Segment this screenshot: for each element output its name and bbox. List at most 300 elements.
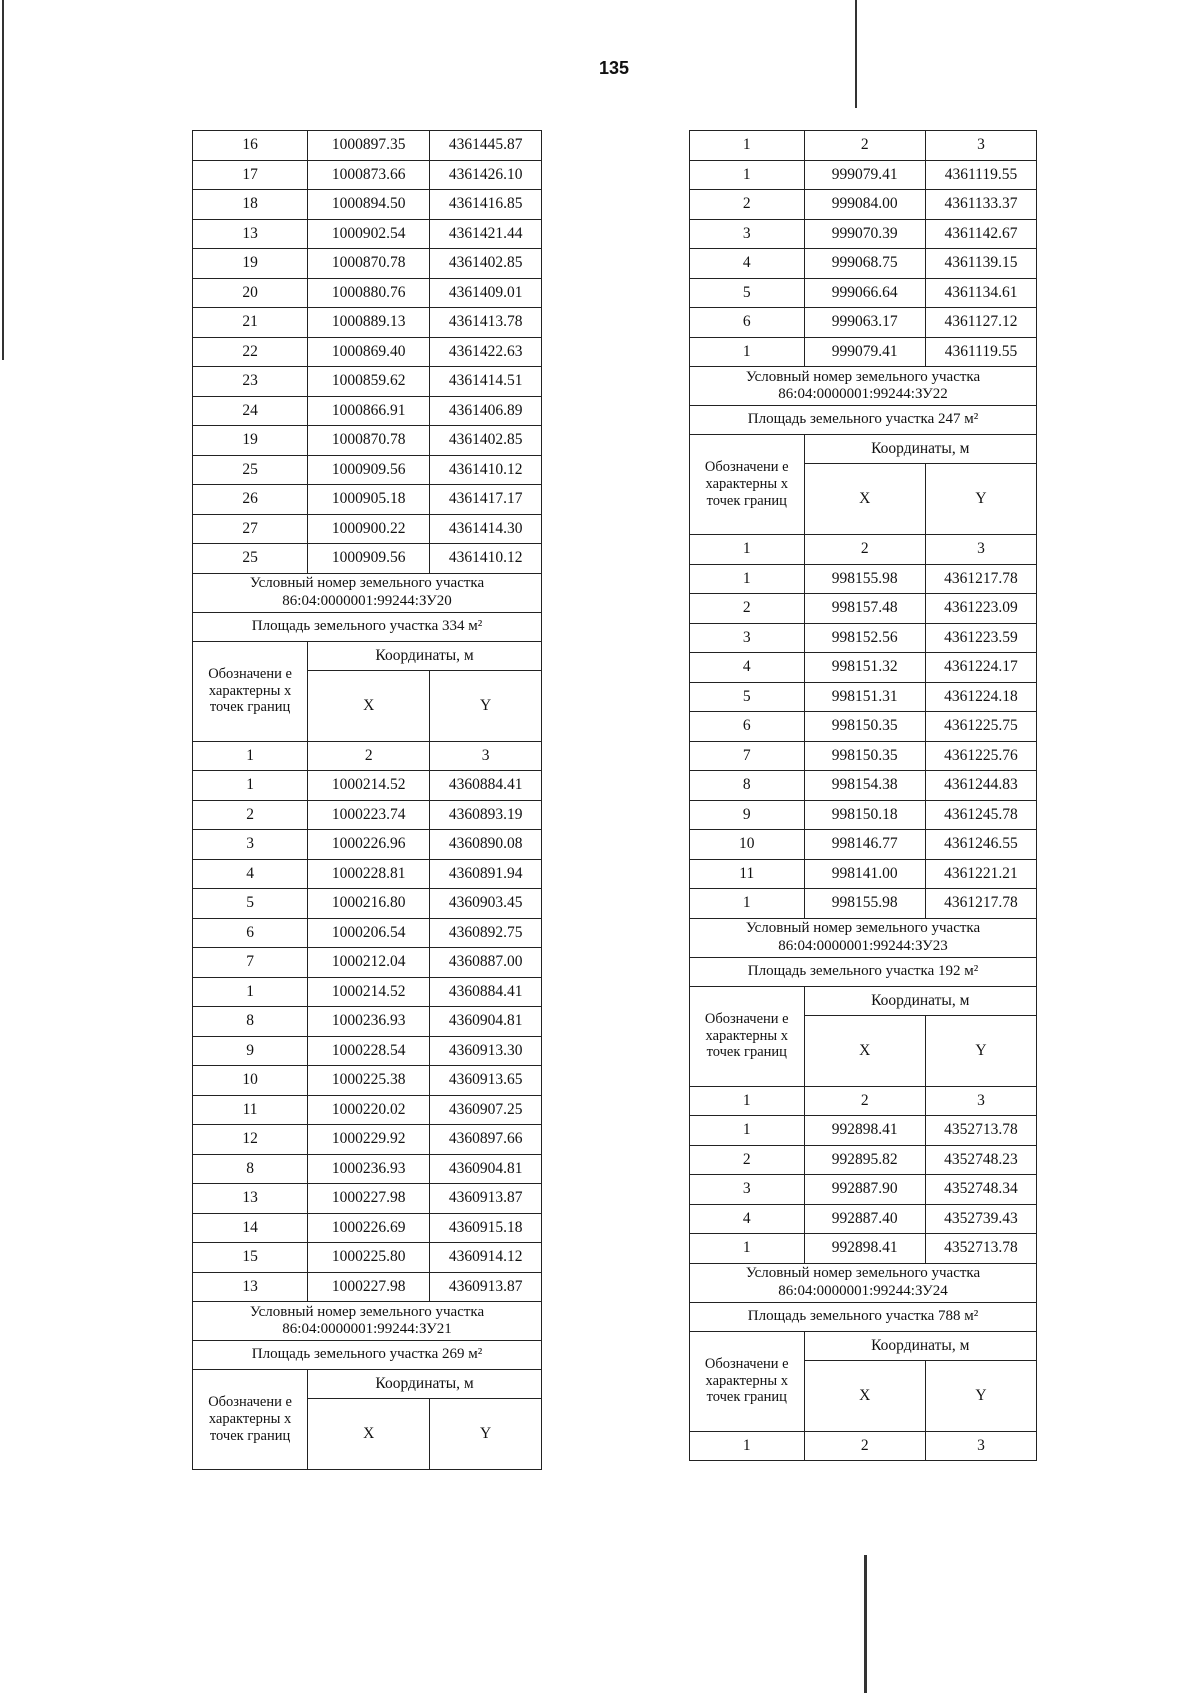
table-row xyxy=(690,1175,1037,1205)
y-coordinate-cell: 4361422.63 xyxy=(430,337,542,367)
parcel-number-row xyxy=(690,918,1037,957)
page-number: 135 xyxy=(598,58,630,78)
table-row xyxy=(690,830,1037,860)
scan-artifact xyxy=(855,0,857,108)
point-number-cell: 1 xyxy=(690,889,805,919)
point-number-cell: 11 xyxy=(690,859,805,889)
y-header: Y xyxy=(430,1399,542,1470)
y-coordinate-cell: 4360903.45 xyxy=(430,889,542,919)
x-coordinate-cell: 992898.41 xyxy=(804,1234,925,1264)
table-row xyxy=(193,278,542,308)
table-row xyxy=(690,190,1037,220)
x-coordinate-cell: 2 xyxy=(804,1431,925,1461)
y-coordinate-cell: 4361134.61 xyxy=(925,278,1036,308)
y-coordinate-cell: 4360907.25 xyxy=(430,1095,542,1125)
x-coordinate-cell: 1000859.62 xyxy=(308,367,430,397)
x-coordinate-cell: 1000228.54 xyxy=(308,1036,430,1066)
scan-artifact xyxy=(864,1555,867,1693)
y-coordinate-cell: 4361223.59 xyxy=(925,623,1036,653)
point-number-cell: 2 xyxy=(690,1145,805,1175)
x-coordinate-cell: 998155.98 xyxy=(804,889,925,919)
y-coordinate-cell: 4361245.78 xyxy=(925,800,1036,830)
table-row xyxy=(193,1007,542,1037)
point-number-cell: 13 xyxy=(193,1272,308,1302)
parcel-area-row xyxy=(690,1302,1037,1331)
point-number-cell: 15 xyxy=(193,1243,308,1273)
point-number-cell: 24 xyxy=(193,396,308,426)
y-coordinate-cell: 4361421.44 xyxy=(430,219,542,249)
point-number-cell: 3 xyxy=(193,830,308,860)
x-coordinate-cell: 2 xyxy=(804,1086,925,1116)
point-number-cell: 13 xyxy=(193,1184,308,1214)
point-number-cell: 9 xyxy=(690,800,805,830)
x-coordinate-cell: 1000236.93 xyxy=(308,1007,430,1037)
point-number-cell: 11 xyxy=(193,1095,308,1125)
parcel-number-code: 86:04:0000001:99244:ЗУ23 xyxy=(778,937,948,954)
point-number-cell: 22 xyxy=(193,337,308,367)
x-coordinate-cell: 1000212.04 xyxy=(308,948,430,978)
coords-table xyxy=(192,130,542,1470)
x-coordinate-cell: 998146.77 xyxy=(804,830,925,860)
x-coordinate-cell: 1000866.91 xyxy=(308,396,430,426)
y-coordinate-cell: 4361414.30 xyxy=(430,514,542,544)
parcel-number-row xyxy=(690,367,1037,406)
left-coordinates-table xyxy=(192,130,542,1470)
y-coordinate-cell: 4360884.41 xyxy=(430,977,542,1007)
y-coordinate-cell: 4361221.21 xyxy=(925,859,1036,889)
y-coordinate-cell: 4361414.51 xyxy=(430,367,542,397)
x-coordinate-cell: 992895.82 xyxy=(804,1145,925,1175)
x-coordinate-cell: 1000897.35 xyxy=(308,131,430,161)
designation-header: Обозначени е характерны х точек границ xyxy=(193,1370,308,1470)
point-number-cell: 1 xyxy=(690,564,805,594)
x-coordinate-cell: 998157.48 xyxy=(804,594,925,624)
point-number-cell: 9 xyxy=(193,1036,308,1066)
parcel-area-row xyxy=(690,957,1037,986)
y-coordinate-cell: 3 xyxy=(925,1086,1036,1116)
coords-table xyxy=(689,130,1037,1461)
table-row xyxy=(690,1145,1037,1175)
y-coordinate-cell: 4361119.55 xyxy=(925,160,1036,190)
point-number-cell: 19 xyxy=(193,249,308,279)
point-number-cell: 14 xyxy=(193,1213,308,1243)
y-coordinate-cell: 4352739.43 xyxy=(925,1204,1036,1234)
table-header-row xyxy=(193,1370,542,1399)
parcel-number-code: 86:04:0000001:99244:ЗУ22 xyxy=(778,386,948,402)
y-coordinate-cell: 3 xyxy=(925,131,1036,161)
table-row xyxy=(690,859,1037,889)
x-coordinate-cell: 1000216.80 xyxy=(308,889,430,919)
y-coordinate-cell: 4361410.12 xyxy=(430,544,542,574)
x-coordinate-cell: 999084.00 xyxy=(804,190,925,220)
point-number-cell: 6 xyxy=(690,712,805,742)
point-number-cell: 2 xyxy=(690,594,805,624)
x-header: X xyxy=(804,464,925,535)
x-coordinate-cell: 1000226.96 xyxy=(308,830,430,860)
table-row xyxy=(690,160,1037,190)
table-row xyxy=(690,337,1037,367)
table-row xyxy=(690,1234,1037,1264)
y-coordinate-cell: 4360891.94 xyxy=(430,859,542,889)
y-coordinate-cell: 4361410.12 xyxy=(430,455,542,485)
x-header: X xyxy=(804,1015,925,1086)
x-header: X xyxy=(308,1399,430,1470)
table-row xyxy=(193,1184,542,1214)
y-header: Y xyxy=(925,1015,1036,1086)
point-number-cell: 7 xyxy=(193,948,308,978)
point-number-cell: 25 xyxy=(193,455,308,485)
point-number-cell: 8 xyxy=(193,1007,308,1037)
y-coordinate-cell: 4360913.87 xyxy=(430,1184,542,1214)
table-row xyxy=(193,485,542,515)
table-row xyxy=(690,219,1037,249)
point-number-cell: 4 xyxy=(193,859,308,889)
table-row xyxy=(193,219,542,249)
x-coordinate-cell: 999070.39 xyxy=(804,219,925,249)
y-coordinate-cell: 4361445.87 xyxy=(430,131,542,161)
point-number-cell: 6 xyxy=(193,918,308,948)
y-coordinate-cell: 4361417.17 xyxy=(430,485,542,515)
coordinates-header: Координаты, м xyxy=(308,641,542,670)
table-row xyxy=(193,1036,542,1066)
y-coordinate-cell: 3 xyxy=(925,535,1036,565)
y-coordinate-cell: 4360892.75 xyxy=(430,918,542,948)
y-coordinate-cell: 4360914.12 xyxy=(430,1243,542,1273)
x-coordinate-cell: 1000225.38 xyxy=(308,1066,430,1096)
x-coordinate-cell: 1000227.98 xyxy=(308,1184,430,1214)
y-coordinate-cell: 4361217.78 xyxy=(925,889,1036,919)
y-coordinate-cell: 4360884.41 xyxy=(430,771,542,801)
point-number-cell: 10 xyxy=(193,1066,308,1096)
y-coordinate-cell: 3 xyxy=(430,741,542,771)
y-coordinate-cell: 4361225.76 xyxy=(925,741,1036,771)
parcel-area-row xyxy=(690,406,1037,435)
point-number-cell: 12 xyxy=(193,1125,308,1155)
y-coordinate-cell: 4360887.00 xyxy=(430,948,542,978)
y-coordinate-cell: 4361224.17 xyxy=(925,653,1036,683)
table-row xyxy=(193,396,542,426)
y-coordinate-cell: 4352748.34 xyxy=(925,1175,1036,1205)
y-header: Y xyxy=(925,464,1036,535)
x-coordinate-cell: 998151.32 xyxy=(804,653,925,683)
x-coordinate-cell: 2 xyxy=(804,535,925,565)
point-number-cell: 8 xyxy=(193,1154,308,1184)
x-coordinate-cell: 1000206.54 xyxy=(308,918,430,948)
x-coordinate-cell: 1000873.66 xyxy=(308,160,430,190)
y-coordinate-cell: 4361426.10 xyxy=(430,160,542,190)
table-row xyxy=(193,918,542,948)
table-row xyxy=(193,800,542,830)
y-coordinate-cell: 4361409.01 xyxy=(430,278,542,308)
y-header: Y xyxy=(925,1360,1036,1431)
table-row xyxy=(193,1154,542,1184)
point-number-cell: 1 xyxy=(690,1234,805,1264)
parcel-area-row xyxy=(193,1341,542,1370)
y-coordinate-cell: 4361127.12 xyxy=(925,308,1036,338)
y-coordinate-cell: 4361402.85 xyxy=(430,249,542,279)
point-number-cell: 18 xyxy=(193,190,308,220)
x-coordinate-cell: 1000214.52 xyxy=(308,977,430,1007)
x-coordinate-cell: 1000889.13 xyxy=(308,308,430,338)
y-coordinate-cell: 4360913.87 xyxy=(430,1272,542,1302)
point-number-cell: 25 xyxy=(193,544,308,574)
table-row xyxy=(690,249,1037,279)
parcel-number-row xyxy=(690,1263,1037,1302)
table-row xyxy=(193,544,542,574)
table-row xyxy=(690,682,1037,712)
table-row xyxy=(690,1431,1037,1461)
table-row xyxy=(690,564,1037,594)
y-coordinate-cell: 4360904.81 xyxy=(430,1007,542,1037)
x-coordinate-cell: 1000894.50 xyxy=(308,190,430,220)
point-number-cell: 16 xyxy=(193,131,308,161)
point-number-cell: 3 xyxy=(690,1175,805,1205)
x-coordinate-cell: 992887.90 xyxy=(804,1175,925,1205)
y-coordinate-cell: 4361119.55 xyxy=(925,337,1036,367)
table-row xyxy=(193,1272,542,1302)
table-row xyxy=(690,1086,1037,1116)
x-coordinate-cell: 1000226.69 xyxy=(308,1213,430,1243)
parcel-number-code: 86:04:0000001:99244:ЗУ20 xyxy=(282,592,452,609)
right-coordinates-table xyxy=(689,130,1037,1461)
point-number-cell: 7 xyxy=(690,741,805,771)
parcel-number-label: Условный номер земельного участка xyxy=(745,368,981,385)
point-number-cell: 2 xyxy=(690,190,805,220)
table-row xyxy=(193,131,542,161)
x-coordinate-cell: 999079.41 xyxy=(804,160,925,190)
parcel-number xyxy=(193,573,542,612)
x-coordinate-cell: 999068.75 xyxy=(804,249,925,279)
parcel-area: Площадь земельного участка 269 м² xyxy=(193,1341,542,1370)
point-number-cell: 23 xyxy=(193,367,308,397)
table-row xyxy=(193,190,542,220)
y-coordinate-cell: 4361244.83 xyxy=(925,771,1036,801)
table-row xyxy=(193,859,542,889)
x-coordinate-cell: 1000902.54 xyxy=(308,219,430,249)
point-number-cell: 17 xyxy=(193,160,308,190)
table-row xyxy=(193,741,542,771)
y-coordinate-cell: 4360915.18 xyxy=(430,1213,542,1243)
table-row xyxy=(193,337,542,367)
point-number-cell: 8 xyxy=(690,771,805,801)
x-coordinate-cell: 998150.35 xyxy=(804,741,925,771)
table-row xyxy=(193,1243,542,1273)
parcel-area: Площадь земельного участка 788 м² xyxy=(690,1302,1037,1331)
table-row xyxy=(690,308,1037,338)
x-coordinate-cell: 1000220.02 xyxy=(308,1095,430,1125)
table-row xyxy=(690,1116,1037,1146)
table-row xyxy=(193,977,542,1007)
parcel-number xyxy=(193,1302,542,1341)
x-coordinate-cell: 1000870.78 xyxy=(308,249,430,279)
table-row xyxy=(690,1204,1037,1234)
x-coordinate-cell: 999066.64 xyxy=(804,278,925,308)
x-coordinate-cell: 998141.00 xyxy=(804,859,925,889)
table-row xyxy=(193,514,542,544)
coordinates-header: Координаты, м xyxy=(308,1370,542,1399)
point-number-cell: 1 xyxy=(193,771,308,801)
y-coordinate-cell: 4360897.66 xyxy=(430,1125,542,1155)
parcel-area-row xyxy=(193,612,542,641)
scan-artifact xyxy=(2,0,4,360)
table-row xyxy=(690,741,1037,771)
table-row xyxy=(193,771,542,801)
x-coordinate-cell: 998151.31 xyxy=(804,682,925,712)
table-row xyxy=(690,653,1037,683)
table-header-row xyxy=(690,1331,1037,1360)
x-coordinate-cell: 1000223.74 xyxy=(308,800,430,830)
parcel-number-row xyxy=(193,573,542,612)
x-coordinate-cell: 992898.41 xyxy=(804,1116,925,1146)
x-coordinate-cell: 2 xyxy=(308,741,430,771)
table-row xyxy=(193,1095,542,1125)
y-coordinate-cell: 4361139.15 xyxy=(925,249,1036,279)
parcel-number-label: Условный номер земельного участка xyxy=(745,1265,981,1282)
point-number-cell: 19 xyxy=(193,426,308,456)
point-number-cell: 21 xyxy=(193,308,308,338)
point-number-cell: 4 xyxy=(690,249,805,279)
x-header: X xyxy=(308,670,430,741)
y-coordinate-cell: 4352713.78 xyxy=(925,1234,1036,1264)
x-coordinate-cell: 1000905.18 xyxy=(308,485,430,515)
x-coordinate-cell: 998150.35 xyxy=(804,712,925,742)
table-row xyxy=(193,308,542,338)
table-row xyxy=(690,712,1037,742)
parcel-number-label: Условный номер земельного участка xyxy=(745,920,981,937)
y-coordinate-cell: 4361224.18 xyxy=(925,682,1036,712)
x-coordinate-cell: 998150.18 xyxy=(804,800,925,830)
table-row xyxy=(193,367,542,397)
x-coordinate-cell: 998152.56 xyxy=(804,623,925,653)
x-coordinate-cell: 1000227.98 xyxy=(308,1272,430,1302)
x-coordinate-cell: 999079.41 xyxy=(804,337,925,367)
table-row xyxy=(193,1213,542,1243)
y-coordinate-cell: 4352748.23 xyxy=(925,1145,1036,1175)
table-row xyxy=(193,1125,542,1155)
point-number-cell: 1 xyxy=(690,1116,805,1146)
x-coordinate-cell: 1000229.92 xyxy=(308,1125,430,1155)
point-number-cell: 1 xyxy=(690,131,805,161)
x-coordinate-cell: 1000909.56 xyxy=(308,455,430,485)
point-number-cell: 27 xyxy=(193,514,308,544)
x-coordinate-cell: 1000225.80 xyxy=(308,1243,430,1273)
point-number-cell: 1 xyxy=(193,977,308,1007)
point-number-cell: 1 xyxy=(690,1431,805,1461)
x-coordinate-cell: 1000870.78 xyxy=(308,426,430,456)
designation-header: Обозначени е характерны х точек границ xyxy=(193,641,308,741)
point-number-cell: 5 xyxy=(690,278,805,308)
table-row xyxy=(193,426,542,456)
y-coordinate-cell: 3 xyxy=(925,1431,1036,1461)
parcel-number xyxy=(690,1263,1037,1302)
x-coordinate-cell: 1000214.52 xyxy=(308,771,430,801)
point-number-cell: 13 xyxy=(193,219,308,249)
y-coordinate-cell: 4361142.67 xyxy=(925,219,1036,249)
y-coordinate-cell: 4361402.85 xyxy=(430,426,542,456)
point-number-cell: 4 xyxy=(690,653,805,683)
y-coordinate-cell: 4360913.30 xyxy=(430,1036,542,1066)
parcel-number-code: 86:04:0000001:99244:ЗУ21 xyxy=(282,1321,452,1337)
table-row xyxy=(193,455,542,485)
point-number-cell: 1 xyxy=(690,160,805,190)
y-coordinate-cell: 4352713.78 xyxy=(925,1116,1036,1146)
y-coordinate-cell: 4360913.65 xyxy=(430,1066,542,1096)
table-row xyxy=(690,800,1037,830)
parcel-number-code: 86:04:0000001:99244:ЗУ24 xyxy=(778,1282,948,1299)
point-number-cell: 4 xyxy=(690,1204,805,1234)
table-row xyxy=(690,594,1037,624)
x-coordinate-cell: 998154.38 xyxy=(804,771,925,801)
x-header: X xyxy=(804,1360,925,1431)
x-coordinate-cell: 998155.98 xyxy=(804,564,925,594)
point-number-cell: 3 xyxy=(690,623,805,653)
table-row xyxy=(690,771,1037,801)
y-coordinate-cell: 4361406.89 xyxy=(430,396,542,426)
x-coordinate-cell: 1000236.93 xyxy=(308,1154,430,1184)
x-coordinate-cell: 1000869.40 xyxy=(308,337,430,367)
x-coordinate-cell: 1000880.76 xyxy=(308,278,430,308)
table-header-row xyxy=(690,435,1037,464)
table-row xyxy=(690,623,1037,653)
table-row xyxy=(193,249,542,279)
parcel-number-label: Условный номер земельного участка xyxy=(249,1303,485,1320)
designation-header: Обозначени е характерны х точек границ xyxy=(690,1331,805,1431)
point-number-cell: 2 xyxy=(193,800,308,830)
table-row xyxy=(690,131,1037,161)
y-coordinate-cell: 4361416.85 xyxy=(430,190,542,220)
point-number-cell: 6 xyxy=(690,308,805,338)
y-coordinate-cell: 4361133.37 xyxy=(925,190,1036,220)
point-number-cell: 20 xyxy=(193,278,308,308)
coordinates-header: Координаты, м xyxy=(804,986,1037,1015)
x-coordinate-cell: 1000228.81 xyxy=(308,859,430,889)
point-number-cell: 3 xyxy=(690,219,805,249)
parcel-area: Площадь земельного участка 192 м² xyxy=(690,957,1037,986)
y-coordinate-cell: 4360890.08 xyxy=(430,830,542,860)
parcel-number-row xyxy=(193,1302,542,1341)
table-row xyxy=(690,278,1037,308)
y-coordinate-cell: 4361246.55 xyxy=(925,830,1036,860)
point-number-cell: 1 xyxy=(690,1086,805,1116)
point-number-cell: 10 xyxy=(690,830,805,860)
point-number-cell: 5 xyxy=(690,682,805,712)
y-coordinate-cell: 4361413.78 xyxy=(430,308,542,338)
x-coordinate-cell: 2 xyxy=(804,131,925,161)
designation-header: Обозначени е характерны х точек границ xyxy=(690,435,805,535)
y-coordinate-cell: 4360904.81 xyxy=(430,1154,542,1184)
y-coordinate-cell: 4361225.75 xyxy=(925,712,1036,742)
parcel-number-label: Условный номер земельного участка xyxy=(249,575,485,592)
coordinates-header: Координаты, м xyxy=(804,435,1037,464)
parcel-area: Площадь земельного участка 334 м² xyxy=(193,612,542,641)
table-row xyxy=(690,535,1037,565)
designation-header: Обозначени е характерны х точек границ xyxy=(690,986,805,1086)
point-number-cell: 26 xyxy=(193,485,308,515)
table-row xyxy=(193,1066,542,1096)
y-coordinate-cell: 4361223.09 xyxy=(925,594,1036,624)
y-coordinate-cell: 4361217.78 xyxy=(925,564,1036,594)
x-coordinate-cell: 999063.17 xyxy=(804,308,925,338)
parcel-area: Площадь земельного участка 247 м² xyxy=(690,406,1037,435)
x-coordinate-cell: 1000909.56 xyxy=(308,544,430,574)
table-header-row xyxy=(193,641,542,670)
point-number-cell: 1 xyxy=(690,337,805,367)
point-number-cell: 5 xyxy=(193,889,308,919)
table-row xyxy=(193,948,542,978)
parcel-number xyxy=(690,918,1037,957)
x-coordinate-cell: 1000900.22 xyxy=(308,514,430,544)
table-row xyxy=(193,830,542,860)
